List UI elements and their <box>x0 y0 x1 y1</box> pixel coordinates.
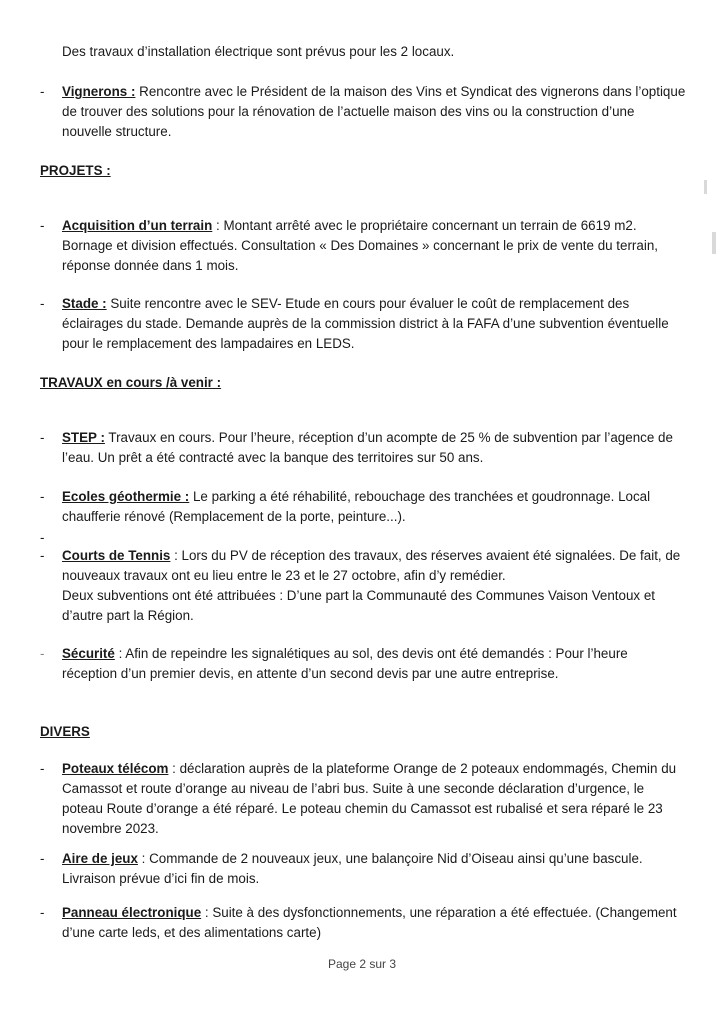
list-item-panneau <box>40 903 680 943</box>
list-item-aire-de-jeux <box>40 849 680 889</box>
item-text: : Montant arrêté avec le propriétaire concernant un terrain de 6619 m2. <box>212 218 637 233</box>
bullet-dash: - <box>40 296 45 311</box>
item-text: : Commande de 2 nouveaux jeux, une balançoire Nid d’Oiseau ainsi qu’une bascule. <box>137 851 643 866</box>
item-text: : Suite à des dysfonctionnements, une réparation a été effectuée. (Changement <box>201 905 677 920</box>
item-text: Travaux en cours. Pour l’heure, réception d’un acompte de 25 % de subvention par l’agence de <box>104 430 673 445</box>
item-term: Sécurité <box>62 646 115 661</box>
item-text: : Lors du PV de réception des travaux, des réserves avaient été signalées. De fait, de <box>170 548 681 563</box>
item-term: STEP : <box>62 430 105 445</box>
section-heading-travaux: TRAVAUX en cours /à venir : <box>40 375 222 390</box>
item-text: poteau Route d’orange a été réparé. Le poteau chemin du Camassot est rubalisé et sera réparé le 23 <box>62 801 663 816</box>
item-text: Deux subventions ont été attribuées : D’une part la Communauté des Communes Vaison Ventoux et <box>62 588 655 603</box>
scan-artifact <box>704 180 707 194</box>
bullet-dash: - <box>40 84 45 99</box>
item-text: nouvelle structure. <box>62 124 172 139</box>
section-heading-divers: DIVERS <box>40 724 90 739</box>
item-term: Stade : <box>62 296 107 311</box>
bullet-dash: - <box>40 851 45 866</box>
list-item-securite <box>40 644 680 684</box>
item-term: Acquisition d’un terrain <box>62 218 213 233</box>
list-item-vignerons <box>40 82 686 142</box>
item-text: : Afin de repeindre les signalétiques au sol, des devis ont été demandés : Pour l’heure <box>114 646 628 661</box>
item-text: nouveaux travaux ont eu lieu entre le 23 et le 27 octobre, afin d’y remédier. <box>62 568 506 583</box>
bullet-dash: - <box>40 905 45 920</box>
item-text: Bornage et division effectués. Consultation « Des Domaines » concernant le prix de vente du terrain, <box>62 238 658 253</box>
item-term: Panneau électronique <box>62 905 202 920</box>
item-text: d’autre part la Région. <box>62 608 194 623</box>
item-text: de trouver des solutions pour la rénovation de l’actuelle maison des vins ou la construction d’une <box>62 104 635 119</box>
scan-artifact <box>712 232 716 254</box>
page-footer: Page 2 sur 3 <box>327 957 397 971</box>
item-text: Rencontre avec le Président de la maison des Vins et Syndicat des vignerons dans l’optique <box>135 84 686 99</box>
bullet-dash: - <box>40 218 45 233</box>
item-term: Aire de jeux <box>62 851 138 866</box>
item-text: réception d’un premier devis, en attente d’un second devis par une autre entreprise. <box>62 666 559 681</box>
bullet-dash: - <box>40 530 45 545</box>
item-text: chaufferie rénové (Remplacement de la porte, peinture...). <box>62 509 406 524</box>
bullet-dash: - <box>40 646 45 661</box>
item-text: pour le remplacement des lampadaires en LEDS. <box>62 336 355 351</box>
list-item-acquisition <box>40 216 680 276</box>
item-term: Courts de Tennis <box>62 548 171 563</box>
bullet-dash: - <box>40 430 45 445</box>
item-text: d’une carte leds, et des alimentations carte) <box>62 925 322 940</box>
bullet-dash: - <box>40 489 45 504</box>
item-text: Suite rencontre avec le SEV- Etude en cours pour évaluer le coût de remplacement des <box>106 296 630 311</box>
item-text: réponse donnée dans 1 mois. <box>62 258 239 273</box>
item-text: Le parking a été réhabilité, rebouchage des tranchées et goudronnage. Local <box>189 489 651 504</box>
item-text: éclairages du stade. Demande auprès de la commission district à la FAFA d’une subvention éventuelle <box>62 316 669 331</box>
bullet-dash: - <box>40 761 45 776</box>
bullet-dash: - <box>40 548 45 563</box>
list-item-step <box>40 428 680 468</box>
item-term: Vignerons : <box>62 84 136 99</box>
list-item-stade <box>40 294 680 354</box>
list-item-ecoles <box>40 487 680 527</box>
item-text: novembre 2023. <box>62 821 159 836</box>
item-text: : déclaration auprès de la plateforme Orange de 2 poteaux endommagés, Chemin du <box>168 761 677 776</box>
list-item-poteaux <box>40 759 680 839</box>
list-item-tennis <box>40 546 680 626</box>
item-text: l’eau. Un prêt a été contracté avec la banque des territoires sur 50 ans. <box>62 450 484 465</box>
intro-line: Des travaux d’installation électrique sont prévus pour les 2 locaux. <box>62 44 455 59</box>
item-text: Camassot et route d’orange au niveau de l’abri bus. Suite à une seconde déclaration d’urgence, le <box>62 781 645 796</box>
item-term: Poteaux télécom <box>62 761 169 776</box>
item-text: Livraison prévue d’ici fin de mois. <box>62 871 260 886</box>
item-term: Ecoles géothermie : <box>62 489 190 504</box>
section-heading-projets: PROJETS : <box>40 163 111 178</box>
